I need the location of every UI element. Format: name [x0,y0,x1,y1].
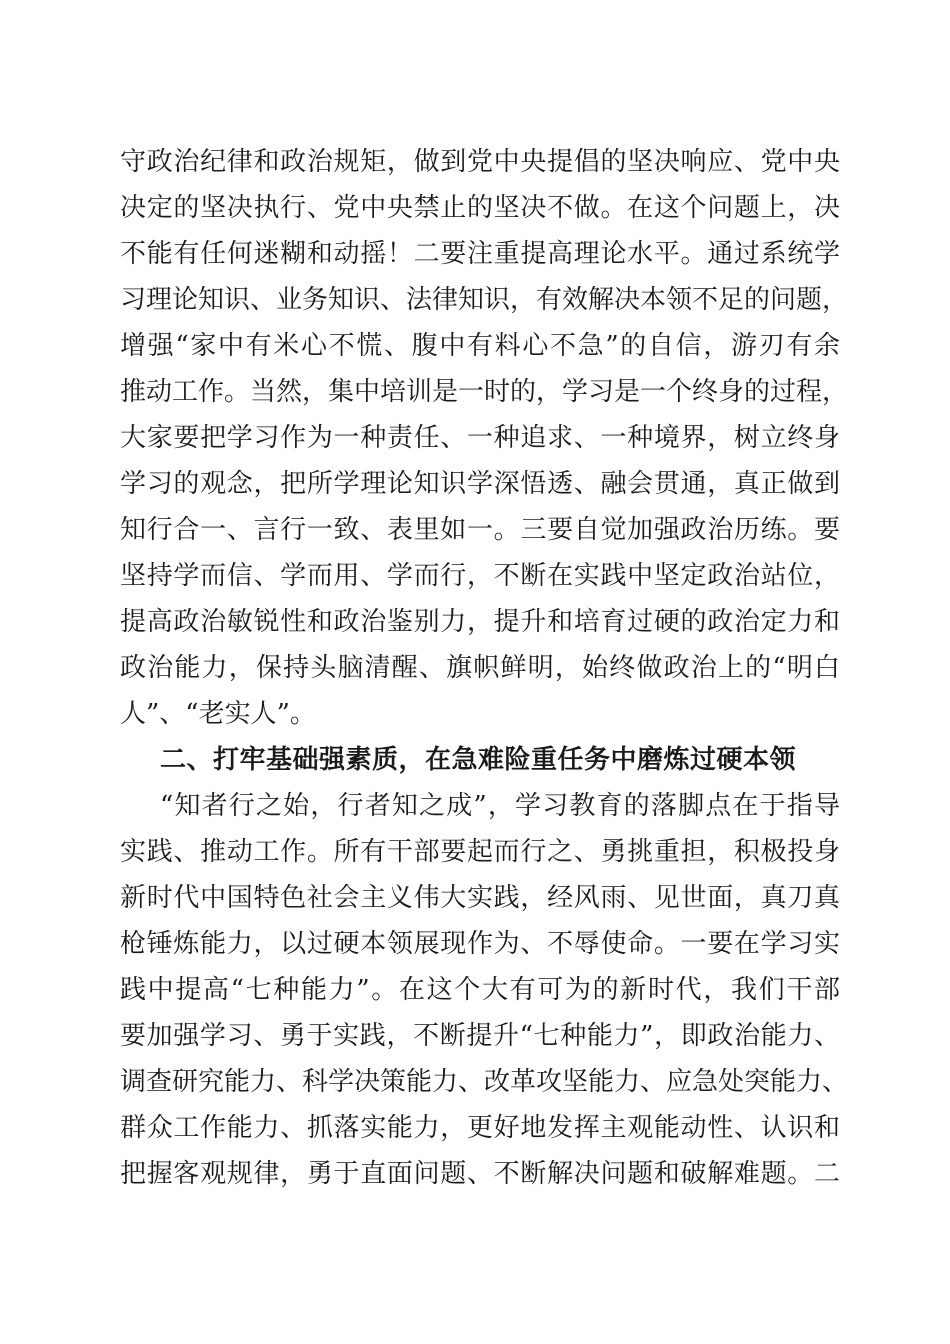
text-line: 守政治纪律和政治规矩，做到党中央提倡的坚决响应、党中央 [120,147,840,177]
text-line: 坚持学而信、学而用、学而行，不断在实践中坚定政治站位， [120,561,840,591]
text-line: 知行合一、言行一致、表里如一。三要自觉加强政治历练。要 [120,515,840,545]
text-line: 调查研究能力、科学决策能力、改革攻坚能力、应急处突能力、 [120,1067,849,1097]
text-line: 把握客观规律，勇于直面问题、不断解决问题和破解难题。二 [120,1159,840,1189]
text-line: 决定的坚决执行、党中央禁止的坚决不做。在这个问题上，决 [120,193,840,223]
text-line: “知者行之始，行者知之成”，学习教育的落脚点在于指导 [160,791,840,821]
text-line: 学习的观念，把所学理论知识学深悟透、融会贯通，真正做到 [120,469,840,499]
text-line: 新时代中国特色社会主义伟大实践，经风雨、见世面，真刀真 [120,883,840,913]
text-line: 增强“家中有米心不慌、腹中有料心不急”的自信，游刃有余 [120,331,840,361]
text-line: 要加强学习、勇于实践，不断提升“七种能力”，即政治能力、 [120,1021,840,1051]
text-line: 推动工作。当然，集中培训是一时的，学习是一个终身的过程， [120,377,849,407]
text-line: 大家要把学习作为一种责任、一种追求、一种境界，树立终身 [120,423,840,453]
text-line: 提高政治敏锐性和政治鉴别力，提升和培育过硬的政治定力和 [120,607,840,637]
text-line: 人”、“老实人”。 [120,699,316,729]
text-line: 践中提高“七种能力”。在这个大有可为的新时代，我们干部 [120,975,840,1005]
text-line: 群众工作能力、抓落实能力，更好地发挥主观能动性、认识和 [120,1113,840,1143]
text-line: 政治能力，保持头脑清醒、旗帜鲜明，始终做政治上的“明白 [120,653,840,683]
text-line: 习理论知识、业务知识、法律知识，有效解决本领不足的问题， [120,285,849,315]
section-heading: 二、打牢基础强素质，在急难险重任务中磨炼过硬本领 [160,745,797,775]
text-line: 不能有任何迷糊和动摇！二要注重提高理论水平。通过系统学 [120,239,840,269]
text-line: 实践、推动工作。所有干部要起而行之、勇挑重担，积极投身 [120,837,840,867]
text-line: 枪锤炼能力，以过硬本领展现作为、不辱使命。一要在学习实 [120,929,840,959]
